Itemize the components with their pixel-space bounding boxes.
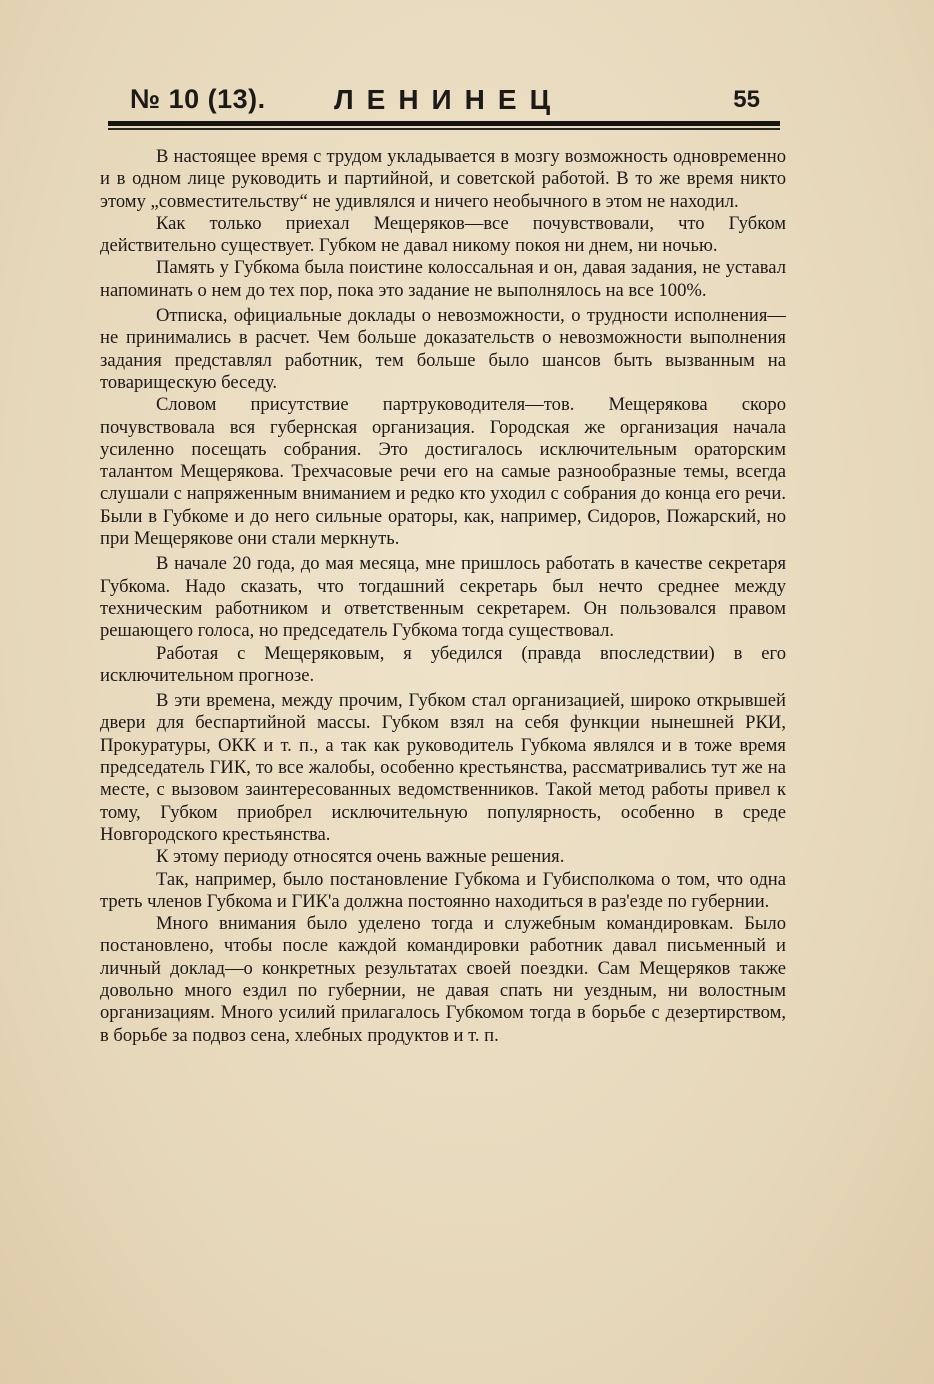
paragraph: Память у Губкома была поистине колоссальная и он, давая задания, не уставал напоминать о нем до тех пор, пока это задание не выполнялось на все 100%. (100, 257, 786, 301)
page-number: 55 (733, 86, 760, 113)
paragraph: Так, например, было постановление Губкома и Губисполкома о том, что одна треть членов Губкома и ГИК'а должна постоянно находиться в раз'езде по губернии. (100, 868, 786, 912)
body-text (100, 146, 786, 1047)
paragraph: Как только приехал Мещеряков—все почувствовали, что Губком действительно существует. Губком не давал никому покоя ни днем, ни ночью. (100, 212, 786, 257)
paragraph: В настоящее время с трудом укладывается в мозгу возможность одновременно и в одном лице руководить и партийной, и советской работой. В то же время никто этому „совместительству“ не удивлялся и ничего необычного в этом не находил. (100, 146, 786, 212)
paragraph: Много внимания было уделено тогда и служебным командировкам. Было постановлено, чтобы после каждой командировки работник давал письменный и личный доклад—о конкретных результатах своей поездки. Сам Мещеряков также довольно много ездил по губернии, не давая спать ни уездным, ни волостным организациям. Много усилий прилагалось Губкомом тогда в борьбе с дезертирством, в борьбе за подвоз сена, хлебных продуктов и т. п. (100, 913, 786, 1046)
header-rule-thick (108, 121, 780, 126)
paragraph: Работая с Мещеряковым, я убедился (правда впоследствии) в его исключительном прогнозе. (100, 642, 786, 686)
paragraph: Отписка, официальные доклады о невозможности, о трудности исполнения—не принимались в расчет. Чем больше доказательств о невозможности выполнения задания представлял работник, тем больше было шансов быть вызванным на товарищескую беседу. (100, 305, 786, 393)
paragraph: К этому периоду относятся очень важные решения. (156, 846, 565, 868)
page-header (108, 78, 780, 118)
header-rule-thin (108, 128, 780, 130)
journal-title: ЛЕНИНЕЦ (334, 84, 564, 115)
paragraph: Словом присутствие партруководителя—тов. Мещерякова скоро почувствовала вся губернская организация. Городская же организация начала усиленно посещать собрания. Это достигалось исключительным ораторским талантом Мещерякова. Трехчасовые речи его на самые разнообразные темы, всегда слушали с напряженным вниманием и редко кто уходил с собрания до конца его речи. Были в Губкоме и до него сильные ораторы, как, например, Сидоров, Пожарский, но при Мещерякове они стали меркнуть. (100, 394, 786, 550)
paragraph: В эти времена, между прочим, Губком стал организацией, широко открывшей двери для беспартийной массы. Губком взял на себя функции нынешней РКИ, Прокуратуры, ОКК и т. п., а так как руководитель Губкома являлся и в тоже время председатель ГИК, то все жалобы, особенно крестьянства, рассматривались тут же на месте, с вызовом заинтересованных ведомственников. Такой метод работы привел к тому, Губком приобрел исключительную популярность, особенно в среде Новгородского крестьянства. (100, 690, 786, 845)
paragraph: В начале 20 года, до мая месяца, мне пришлось работать в качестве секретаря Губкома. Надо сказать, что тогдашний секретарь был нечто среднее между техническим работником и ответственным секретарем. Он пользовался правом решающего голоса, но председатель Губкома тогда существовал. (100, 553, 786, 642)
issue-number: № 10 (13). (130, 84, 266, 114)
